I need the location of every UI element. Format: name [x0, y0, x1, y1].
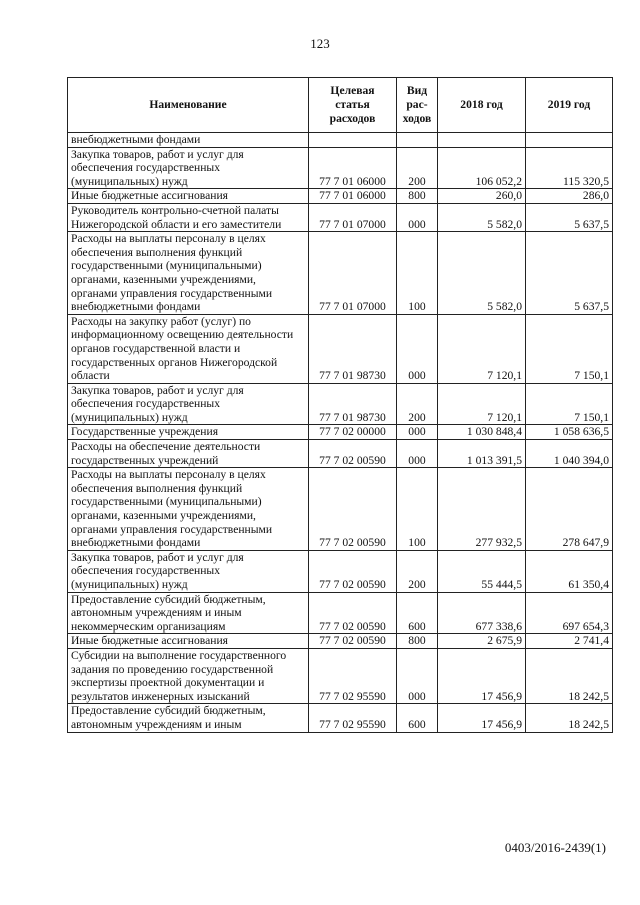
cell-name: Закупка товаров, работ и услуг для обеспечения государственных (муниципальных) нужд [68, 383, 309, 425]
table-row [68, 189, 613, 204]
cell-target-article: 77 7 02 00590 [309, 468, 397, 551]
table-body [68, 133, 613, 733]
cell-name: Закупка товаров, работ и услуг для обеспечения государственных (муниципальных) нужд [68, 147, 309, 189]
cell-name: Закупка товаров, работ и услуг для обеспечения государственных (муниципальных) нужд [68, 550, 309, 592]
header-year-2018: 2018 год [438, 78, 526, 133]
cell-amount-2018: 7 120,1 [438, 383, 526, 425]
cell-expense-type: 200 [397, 383, 438, 425]
cell-target-article: 77 7 01 98730 [309, 314, 397, 383]
cell-name: Иные бюджетные ассигнования [68, 634, 309, 649]
cell-expense-type: 000 [397, 440, 438, 468]
cell-amount-2019: 115 320,5 [526, 147, 613, 189]
cell-expense-type: 200 [397, 550, 438, 592]
header-target-article: Целевая статья расходов [309, 78, 397, 133]
table-row [68, 592, 613, 634]
cell-amount-2018: 5 582,0 [438, 203, 526, 231]
cell-target-article: 77 7 02 00590 [309, 550, 397, 592]
table-row [68, 383, 613, 425]
table-row [68, 147, 613, 189]
cell-amount-2019: 2 741,4 [526, 634, 613, 649]
document-code: 0403/2016-2439(1) [504, 840, 606, 855]
cell-target-article: 77 7 02 00590 [309, 440, 397, 468]
cell-target-article [309, 133, 397, 148]
table-row [68, 550, 613, 592]
table-row [68, 468, 613, 551]
cell-amount-2019: 18 242,5 [526, 648, 613, 703]
cell-expense-type: 100 [397, 468, 438, 551]
cell-target-article: 77 7 02 95590 [309, 704, 397, 732]
cell-amount-2018: 2 675,9 [438, 634, 526, 649]
cell-target-article: 77 7 01 07000 [309, 232, 397, 315]
cell-amount-2019: 697 654,3 [526, 592, 613, 634]
cell-name: Иные бюджетные ассигнования [68, 189, 309, 204]
table-row [68, 314, 613, 383]
cell-amount-2019: 7 150,1 [526, 314, 613, 383]
cell-amount-2018: 7 120,1 [438, 314, 526, 383]
cell-amount-2018: 677 338,6 [438, 592, 526, 634]
cell-target-article: 77 7 01 07000 [309, 203, 397, 231]
cell-amount-2019: 18 242,5 [526, 704, 613, 732]
cell-amount-2018: 1 013 391,5 [438, 440, 526, 468]
cell-target-article: 77 7 02 00000 [309, 425, 397, 440]
cell-amount-2018 [438, 133, 526, 148]
cell-name: Субсидии на выполнение государственного задания по проведению государственной экспертизы проектной документации и результатов инженерных изысканий [68, 648, 309, 703]
cell-expense-type: 000 [397, 425, 438, 440]
cell-amount-2019 [526, 133, 613, 148]
cell-name: Предоставление субсидий бюджетным, автономным учреждениям и иным некоммерческим организациям [68, 592, 309, 634]
table-row [68, 232, 613, 315]
cell-amount-2018: 260,0 [438, 189, 526, 204]
cell-name: Государственные учреждения [68, 425, 309, 440]
cell-amount-2019: 1 058 636,5 [526, 425, 613, 440]
header-expense-type: Вид рас-ходов [397, 78, 438, 133]
cell-name: Расходы на выплаты персоналу в целях обеспечения выполнения функций государственными (муниципальными) органами, казенными учреждениями, органами управления государственными внебюджетными фондами [68, 468, 309, 551]
cell-name: Расходы на выплаты персоналу в целях обеспечения выполнения функций государственными (муниципальными) органами, казенными учреждениями, органами управления государственными внебюджетными фондами [68, 232, 309, 315]
budget-table [67, 77, 613, 733]
cell-target-article: 77 7 02 00590 [309, 592, 397, 634]
table-row [68, 440, 613, 468]
cell-name: Руководитель контрольно-счетной палаты Нижегородской области и его заместители [68, 203, 309, 231]
table-header-row [68, 78, 613, 133]
cell-expense-type: 100 [397, 232, 438, 315]
cell-expense-type: 800 [397, 189, 438, 204]
cell-amount-2018: 106 052,2 [438, 147, 526, 189]
cell-expense-type: 600 [397, 592, 438, 634]
cell-expense-type: 800 [397, 634, 438, 649]
header-name: Наименование [68, 78, 309, 133]
cell-amount-2019: 1 040 394,0 [526, 440, 613, 468]
table-row [68, 648, 613, 703]
cell-target-article: 77 7 01 98730 [309, 383, 397, 425]
cell-name: Расходы на закупку работ (услуг) по информационному освещению деятельности органов государственной власти и государственных органов Нижегородской области [68, 314, 309, 383]
cell-name: внебюджетными фондами [68, 133, 309, 148]
cell-expense-type: 000 [397, 648, 438, 703]
table-row [68, 634, 613, 649]
page-number: 123 [310, 36, 330, 51]
cell-target-article: 77 7 02 95590 [309, 648, 397, 703]
cell-amount-2019: 5 637,5 [526, 203, 613, 231]
cell-name: Расходы на обеспечение деятельности государственных учреждений [68, 440, 309, 468]
cell-expense-type: 000 [397, 203, 438, 231]
header-year-2019: 2019 год [526, 78, 613, 133]
cell-amount-2018: 5 582,0 [438, 232, 526, 315]
cell-amount-2018: 55 444,5 [438, 550, 526, 592]
cell-amount-2018: 17 456,9 [438, 704, 526, 732]
cell-target-article: 77 7 02 00590 [309, 634, 397, 649]
cell-amount-2019: 278 647,9 [526, 468, 613, 551]
cell-amount-2018: 277 932,5 [438, 468, 526, 551]
table-row [68, 133, 613, 148]
cell-target-article: 77 7 01 06000 [309, 189, 397, 204]
cell-amount-2019: 7 150,1 [526, 383, 613, 425]
cell-amount-2018: 17 456,9 [438, 648, 526, 703]
cell-amount-2018: 1 030 848,4 [438, 425, 526, 440]
table-row [68, 704, 613, 732]
cell-expense-type: 000 [397, 314, 438, 383]
cell-expense-type: 600 [397, 704, 438, 732]
cell-amount-2019: 5 637,5 [526, 232, 613, 315]
cell-expense-type [397, 133, 438, 148]
cell-name: Предоставление субсидий бюджетным, автономным учреждениям и иным [68, 704, 309, 732]
cell-target-article: 77 7 01 06000 [309, 147, 397, 189]
cell-amount-2019: 286,0 [526, 189, 613, 204]
cell-expense-type: 200 [397, 147, 438, 189]
table-row [68, 203, 613, 231]
table-row [68, 425, 613, 440]
cell-amount-2019: 61 350,4 [526, 550, 613, 592]
